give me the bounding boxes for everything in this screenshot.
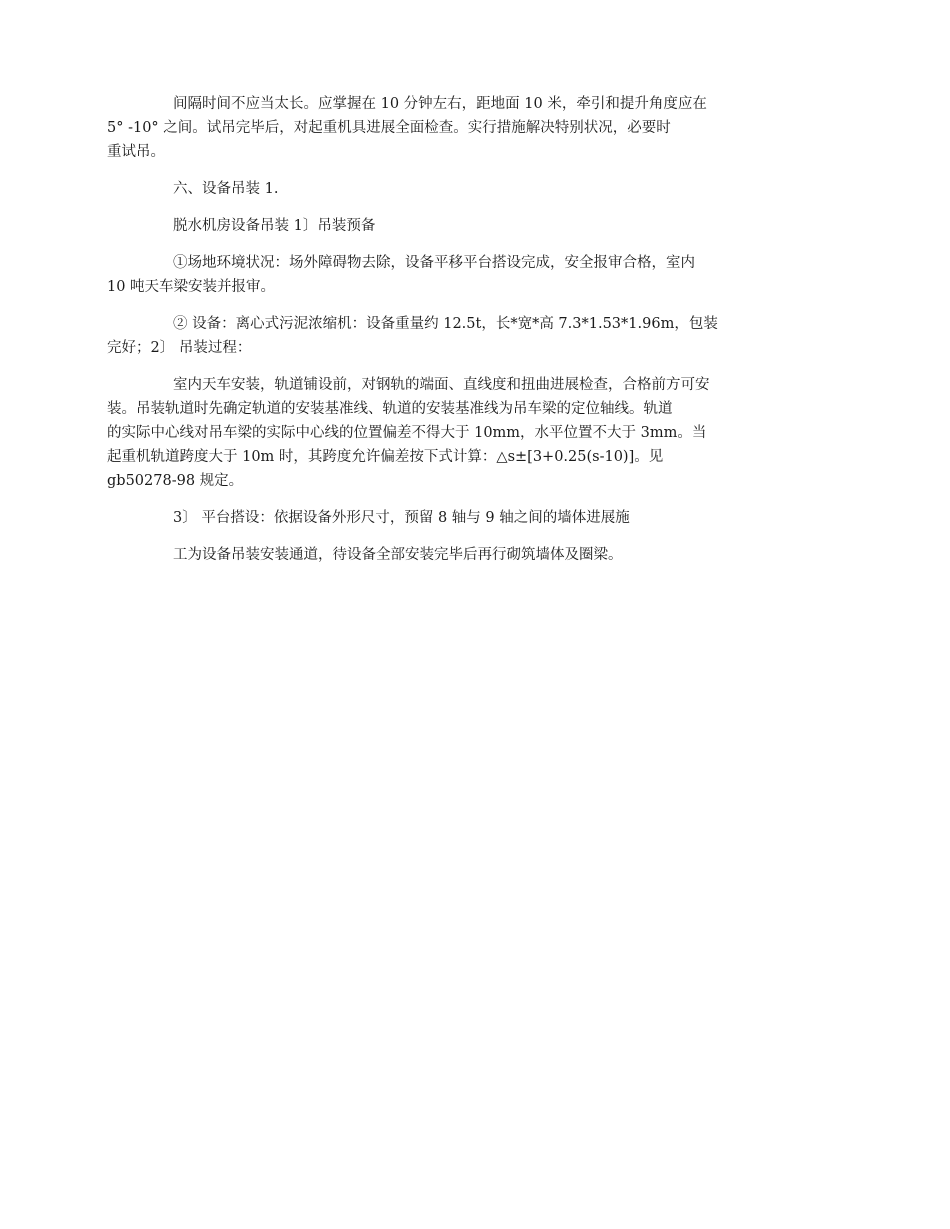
text-line: 装。吊装轨道时先确定轨道的安装基准线、轨道的安装基准线为吊车梁的定位轴线。轨道 [107,401,673,417]
text-line: 5° -10° 之间。试吊完毕后，对起重机具进展全面检查。实行措施解决特别状况，必要时 [107,120,671,136]
document-body [107,92,810,580]
text-line: ①场地环境状况：场外障碍物去除，设备平移平台搭设完成，安全报审合格，室内 [173,255,695,271]
text-line: 脱水机房设备吊装 1〕吊装预备 [173,218,376,234]
text-line: 重试吊。 [107,144,165,160]
text-line: ② 设备：离心式污泥浓缩机：设备重量约 12.5t，长*宽*高 7.3*1.53*1.96m，包装 [173,316,718,332]
text-line: 起重机轨道跨度大于 10m 时，其跨度允许偏差按下式计算：△s±[3+0.25(s-10)]。见 [107,449,664,465]
subsection-heading [140,214,810,238]
text-line: 间隔时间不应当太长。应掌握在 10 分钟左右，距地面 10 米，牵引和提升角度应在 [173,96,707,112]
text-line: 工为设备吊装安装通道，待设备全部安装完毕后再行砌筑墙体及圈梁。 [173,547,623,563]
paragraph-crane-installation [107,373,810,493]
paragraph-platform [140,506,810,530]
text-line: 完好；2〕 吊装过程： [107,340,252,356]
text-line: gb50278-98 规定。 [107,473,244,489]
text-line: 室内天车安装，轨道铺设前，对钢轨的端面、直线度和扭曲进展检查，合格前方可安 [173,377,710,393]
text-line: 10 吨天车梁安装并报审。 [107,279,276,295]
text-line: 3〕 平台搭设：依据设备外形尺寸，预留 8 轴与 9 轴之间的墙体进展施 [173,510,630,526]
paragraph-site-conditions [107,251,810,299]
text-line: 六、设备吊装 1. [173,181,279,197]
paragraph-access-passage [140,543,810,567]
text-line: 的实际中心线对吊车梁的实际中心线的位置偏差不得大于 10mm，水平位置不大于 3mm。当 [107,425,707,441]
paragraph-equipment [107,312,810,360]
paragraph-lifting-interval [107,92,810,164]
section-heading [140,177,810,201]
